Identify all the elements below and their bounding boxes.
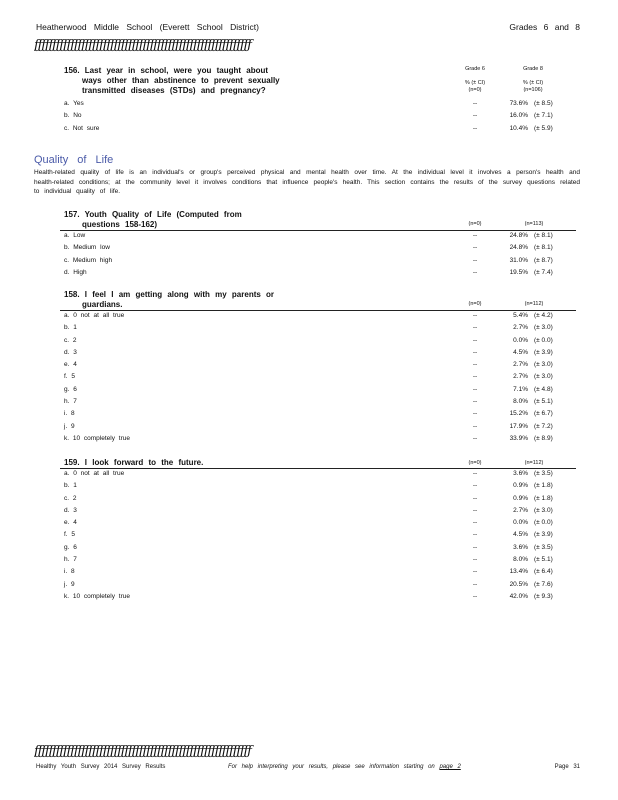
grade8-percent: 17.9% [509,422,528,430]
answer-label: c. 2 [64,494,77,502]
grade8-percent: 0.0% [513,336,528,344]
grade8-n: (n=112) [524,301,544,307]
grade8-ci: (± 1.8) [534,494,553,502]
answer-row [64,421,578,433]
grade6-value: -- [472,506,478,514]
grade8-ci: (± 3.9) [534,348,553,356]
grade8-n: (n=112) [524,460,544,466]
answer-label: e. 4 [64,361,77,369]
question-158 [64,290,578,445]
grade8-percent: 31.0% [509,256,528,264]
grade8-ci: (± 5.1) [534,398,553,406]
question-title: 157. Youth Quality of Life (Computed from questions 158-162) [64,210,242,229]
answer-row [64,554,578,566]
grade8-percent: 8.0% [513,398,528,406]
grade8-ci: (± 5.1) [534,556,553,564]
grade6-value: -- [472,373,478,381]
question-title: 159. I look forward to the future. [64,458,204,467]
grade6-value: -- [472,494,478,502]
grade8-ci: (± 8.1) [534,232,553,239]
grade6-value: -- [472,112,478,120]
grade6-value: -- [472,482,478,490]
grade8-ci: (± 3.0) [534,361,553,369]
answer-label: h. 7 [64,556,77,564]
answer-row [64,468,578,480]
answer-rows [64,98,578,135]
grade6-n: (n=0) [468,460,482,466]
grade8-ci: (± 8.1) [534,244,553,252]
grade8-ci: (± 3.0) [534,373,553,381]
grade8-ci: (± 5.9) [534,124,553,132]
answer-row [64,433,578,445]
grade6-value: -- [472,256,478,264]
answer-row [64,542,578,554]
grade8-percent: 2.7% [513,324,528,332]
answer-row [64,408,578,420]
grade6-value: -- [472,232,478,239]
answer-label: e. 4 [64,519,77,527]
grade6-value: -- [472,336,478,344]
grade6-value: -- [472,592,478,600]
grade8-ci: (± 7.1) [534,112,553,120]
question-159 [64,458,578,603]
answer-label: a. Low [64,232,86,239]
grade8-ci: (± 0.0) [534,519,553,527]
answer-row [64,579,578,591]
answer-label: a. Yes [64,100,84,107]
grade8-ci: (± 4.8) [534,385,553,393]
answer-rows [64,468,578,603]
grade8-percent: 5.4% [513,312,528,319]
answer-label: d. 3 [64,506,77,514]
answer-row [64,359,578,371]
grade8-percent: 33.9% [509,434,528,442]
answer-row [64,347,578,359]
grade8-percent: 3.6% [513,543,528,551]
answer-label: d. High [64,268,87,276]
grade6-value: -- [472,268,478,276]
grade8-ci: (± 1.8) [534,482,553,490]
grade6-value: -- [472,519,478,527]
grade8-ci: (± 6.7) [534,410,553,418]
grade8-column-header: Grade 8 % (± CI) (n=106) [522,66,544,93]
grade6-value: -- [472,312,478,319]
grade8-ci: (± 3.5) [534,470,553,477]
grade8-percent: 8.0% [513,556,528,564]
answer-row [64,529,578,541]
grade8-percent: 0.9% [513,494,528,502]
grade8-percent: 2.7% [513,373,528,381]
answer-row [64,98,578,110]
grade6-value: -- [472,124,478,132]
answer-label: f. 5 [64,373,76,381]
answer-label: c. Medium high [64,256,113,264]
grade8-percent: 0.0% [513,519,528,527]
grade8-ci: (± 0.0) [534,336,553,344]
grade8-percent: 2.7% [513,506,528,514]
grade6-value: -- [472,398,478,406]
section-heading: Quality of Life [34,154,114,166]
question-title: 158. I feel I am getting along with my parents or guardians. [64,290,275,309]
grade8-ci: (± 7.4) [534,268,553,276]
quality-of-life-section [34,154,580,197]
grade6-value: -- [472,100,478,107]
answer-label: k. 10 completely true [64,592,130,600]
grade8-percent: 42.0% [509,592,528,600]
grade6-value: -- [472,568,478,576]
question-157 [64,210,578,279]
grade6-value: -- [472,580,478,588]
grade8-percent: 73.6% [509,100,528,107]
answer-label: f. 5 [64,531,76,539]
footer-rule: ƒƒƒƒƒƒƒƒƒƒƒƒƒƒƒƒƒƒƒƒƒƒƒƒƒƒƒƒƒƒƒƒƒƒƒƒƒƒƒƒƒƒƒƒƒƒƒƒƒƒƒƒƒƒƒƒƒƒƒƒ [34,744,251,759]
answer-row [64,110,578,122]
grade8-percent: 2.7% [513,361,528,369]
grade6-n: (n=0) [468,221,482,227]
grade6-value: -- [472,556,478,564]
answer-label: h. 7 [64,398,77,406]
grade8-ci: (± 3.9) [534,531,553,539]
answer-label: c. 2 [64,336,77,344]
grade8-percent: 4.5% [513,531,528,539]
grade6-n: (n=0) [468,301,482,307]
grade8-ci: (± 8.7) [534,256,553,264]
answer-row [64,123,578,135]
answer-label: c. Not sure [64,124,100,132]
grade6-value: -- [472,410,478,418]
grade6-value: -- [472,244,478,252]
answer-label: j. 9 [64,422,75,430]
answer-row [64,230,578,242]
answer-label: b. No [64,112,82,120]
answer-label: k. 10 completely true [64,434,130,442]
header-rule: ƒƒƒƒƒƒƒƒƒƒƒƒƒƒƒƒƒƒƒƒƒƒƒƒƒƒƒƒƒƒƒƒƒƒƒƒƒƒƒƒƒƒƒƒƒƒƒƒƒƒƒƒƒƒƒƒƒƒƒƒ [34,38,251,53]
answer-label: a. 0 not at all true [64,470,125,477]
grade8-ci: (± 6.4) [534,568,553,576]
grade6-value: -- [472,361,478,369]
grade6-value: -- [472,385,478,393]
grade8-percent: 3.6% [513,470,528,477]
question-156 [64,66,578,135]
grade6-value: -- [472,422,478,430]
grade6-value: -- [472,348,478,356]
page-number: Page 31 [554,764,580,770]
answer-row [64,384,578,396]
answer-label: b. Medium low [64,244,110,252]
grade8-percent: 10.4% [509,124,528,132]
answer-label: g. 6 [64,543,77,551]
answer-rows [64,230,578,279]
grade6-value: -- [472,434,478,442]
grade8-ci: (± 3.0) [534,506,553,514]
question-title: 156. Last year in school, were you taught about ways other than abstinence to prevent sexually transmitted diseases (STDs) and pregnancy? [64,66,280,95]
answer-label: a. 0 not at all true [64,312,125,319]
answer-row [64,335,578,347]
answer-row [64,480,578,492]
answer-row [64,371,578,383]
footer-help-text: For help interpreting your results, please see information starting on page 2 [228,764,461,770]
answer-row [64,591,578,603]
answer-row [64,566,578,578]
grade6-value: -- [472,324,478,332]
grade8-ci: (± 8.9) [534,434,553,442]
grade8-n: (n=113) [524,221,544,227]
grade8-percent: 13.4% [509,568,528,576]
footer-survey-name: Healthy Youth Survey 2014 Survey Results [36,764,166,770]
grade8-percent: 15.2% [509,410,528,418]
grade8-percent: 24.8% [509,244,528,252]
grade8-percent: 16.0% [509,112,528,120]
grade8-percent: 24.8% [509,232,528,239]
grade8-ci: (± 9.3) [534,592,553,600]
answer-label: b. 1 [64,324,77,332]
grade6-value: -- [472,531,478,539]
grade8-ci: (± 4.2) [534,312,553,319]
section-description: Health-related quality of life is an individual's or group's perceived physical and mental health over time. At the individual level it involves a person's health and health-related conditions; at the community level it involves conditions that influence people's health. This section contains the results of the survey questions related to individual quality of life. [34,169,580,195]
school-name: Heatherwood Middle School (Everett School District) [36,22,259,32]
answer-label: d. 3 [64,348,77,356]
answer-label: i. 8 [64,410,75,418]
page-link[interactable]: page 2 [439,764,461,770]
grades-label: Grades 6 and 8 [509,22,580,32]
answer-row [64,255,578,267]
page-header [36,22,580,36]
answer-label: b. 1 [64,482,77,490]
answer-label: j. 9 [64,580,75,588]
grade8-percent: 7.1% [513,385,528,393]
grade8-ci: (± 3.0) [534,324,553,332]
answer-row [64,242,578,254]
answer-row [64,322,578,334]
grade8-percent: 0.9% [513,482,528,490]
grade6-value: -- [472,543,478,551]
grade8-ci: (± 8.5) [534,100,553,107]
grade8-ci: (± 7.6) [534,580,553,588]
page-footer [36,764,580,774]
answer-row [64,505,578,517]
grade8-ci: (± 7.2) [534,422,553,430]
answer-row [64,517,578,529]
grade8-ci: (± 3.5) [534,543,553,551]
answer-row [64,396,578,408]
answer-row [64,267,578,279]
grade8-percent: 4.5% [513,348,528,356]
answer-rows [64,310,578,445]
answer-label: g. 6 [64,385,77,393]
grade6-value: -- [472,470,478,477]
answer-row [64,310,578,322]
grade6-column-header: Grade 6 % (± CI) (n=0) [464,66,486,93]
answer-label: i. 8 [64,568,75,576]
grade8-percent: 20.5% [509,580,528,588]
grade8-percent: 19.5% [509,268,528,276]
answer-row [64,493,578,505]
